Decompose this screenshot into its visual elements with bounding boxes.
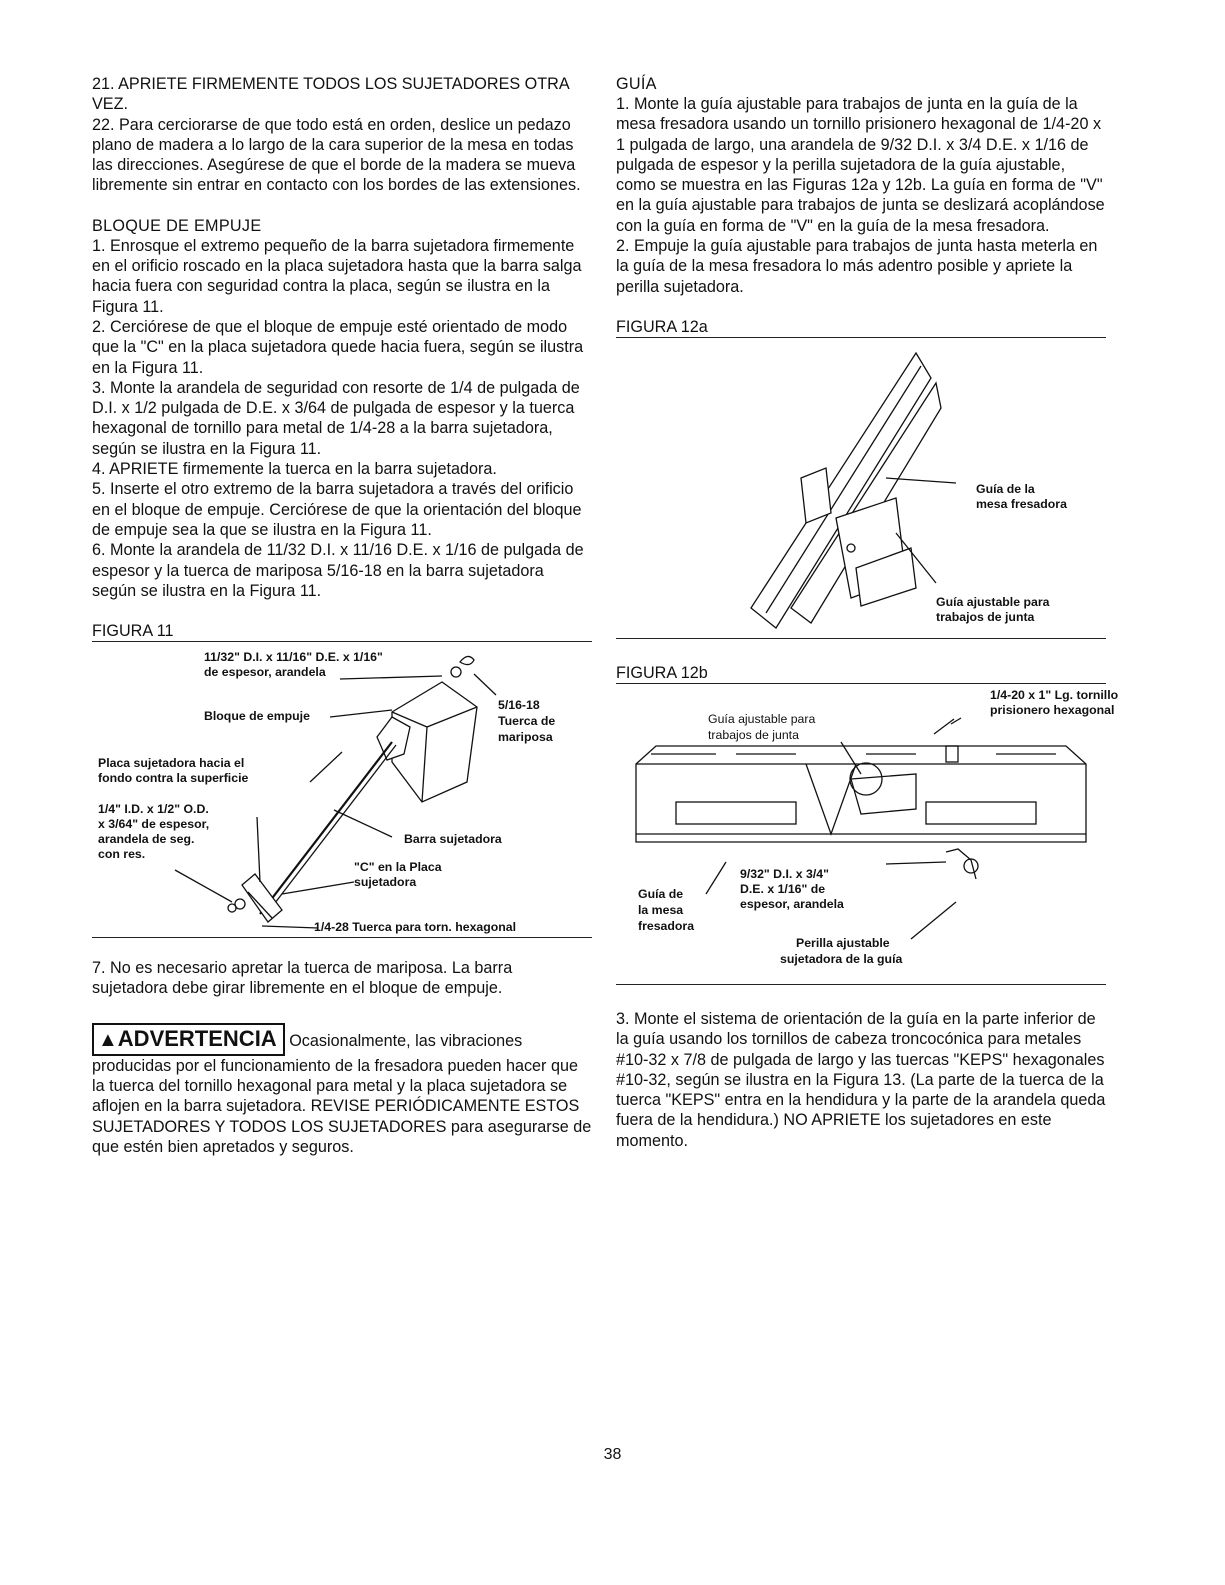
figure-11-drawing [92,642,592,937]
guia-step-3: 3. Monte el sistema de orientación de la guía en la parte inferior de la guía usando los tornillos de cabeza troncocónica para metales #10-32 x 7/8 de pulgada de largo y las tuercas "KEPS" hexagonales #10-32, según se ilustra en la Figura 13. (La parte de la tuerca de la tuerca "KEPS" entra en la hendidura y la parte de la arandela queda fuera de la hendidura.) NO APRIETE los sujetadores en este momento. [616,1009,1106,1150]
fig11-label-lockwasher-c: arandela de seg. [98,832,195,847]
fig11-label-c-a: "C" en la Placa [354,860,442,875]
bloque-step-5: 5. Inserte el otro extremo de la barra sujetadora a través del orificio en el bloque de empuje. Cerciórese de que la orientación del bloque de empuje sea la que se ilustra en la Figura 11. [92,480,582,539]
right-column [616,74,1119,1151]
step-7: 7. No es necesario apretar la tuerca de mariposa. La barra sujetadora debe girar libremente en el bloque de empuje. [92,959,513,998]
fig11-label-washer-a: 11/32" D.I. x 11/16" D.E. x 1/16" [204,650,383,665]
bloque-step-1: 1. Enrosque el extremo pequeño de la barra sujetadora firmemente en el orificio roscado en la placa sujetadora hasta que la barra salga hacia fuera con seguridad contra la placa, según se ilustra en la Figura 11. [92,236,582,316]
fig11-label-lockwasher-b: x 3/64" de espesor, [98,817,210,832]
fig12a-label-router-guide-b: mesa fresadora [976,496,1067,511]
fig11-label-push-block: Bloque de empuje [204,709,310,724]
page-number: 38 [603,1446,622,1463]
fig11-label-wingnut-b: Tuerca de [498,714,556,729]
fig12b-label-washer-a: 9/32" D.I. x 3/4" [740,866,829,881]
figure-12b-title: FIGURA 12b [616,663,708,682]
figure-12b [616,683,1119,985]
guia-step-2: 2. Empuje la guía ajustable para trabajos de junta hasta meterla en la guía de la mesa fresadora lo más adentro posible y apriete la perilla sujetadora. [616,237,1098,296]
fig12b-label-washer-b: D.E. x 1/16" de [740,881,826,896]
section-heading-bloque: BLOQUE DE EMPUJE [92,216,262,235]
step-21: 21. APRIETE FIRMEMENTE TODOS LOS SUJETADORES OTRA VEZ. [92,75,569,114]
fig11-label-washer-b: de espesor, arandela [204,665,326,680]
figure-12a-title: FIGURA 12a [616,317,708,336]
fig11-label-wingnut-a: 5/16-18 [498,698,540,713]
fig11-label-bar: Barra sujetadora [404,832,502,847]
fig12b-label-router-guide-a: Guía de [638,886,684,901]
fig11-label-wingnut-c: mariposa [498,730,553,745]
fig11-label-lockwasher-a: 1/4" I.D. x 1/2" O.D. [98,802,209,817]
figure-12a [616,337,1106,639]
fig12b-label-setscrew-b: prisionero hexagonal [990,702,1115,717]
section-heading-guia: GUÍA [616,75,657,93]
figure-11-title: FIGURA 11 [92,622,174,641]
fig12b-label-router-guide-c: fresadora [638,918,695,933]
bloque-step-3: 3. Monte la arandela de seguridad con resorte de 1/4 de pulgada de D.I. x 1/2 pulgada de D.E. x 3/64 de pulgada de espesor y la tuerca hexagonal de tornillo para metal de 1/4-28 a la barra sujetadora, según se ilustra en la Figura 11. [92,378,580,458]
figure-11 [92,641,592,938]
guia-step-1: 1. Monte la guía ajustable para trabajos de junta en la guía de la mesa fresadora usando un tornillo prisionero hexagonal de 1/4-20 x 1 pulgada de largo, una arandela de 9/32 D.I. x 3/4 D.E. x 1/16 de pulgada de espesor y la perilla sujetadora de la guía ajustable, como se muestra en las Figuras 12a y 12b. La guía en forma de "V" en la guía ajustable para trabajos de junta se deslizará acoplándose con la guía en forma de "V" en la guía de la mesa fresadora. [616,95,1105,235]
warning-first-line: Ocasionalmente, las vibraciones [284,1031,523,1050]
fig11-label-hexnut: 1/4-28 Tuerca para torn. hexagonal [314,920,517,935]
fig11-label-plate-b: fondo contra la superficie [98,771,249,786]
fig12b-label-knob-a: Perilla ajustable [796,935,890,950]
fig12b-label-washer-c: espesor, arandela [740,896,844,911]
fig12b-label-knob-b: sujetadora de la guía [780,951,903,966]
warning-triangle-icon: ▲ [98,1028,118,1051]
fig12b-label-adjustable-a: Guía ajustable para [708,711,816,726]
bloque-step-4: 4. APRIETE firmemente la tuerca en la barra sujetadora. [92,460,497,479]
fig11-label-c-b: sujetadora [354,875,417,890]
fig12b-label-router-guide-b: la mesa [638,902,684,917]
warning-badge: ▲ADVERTENCIA [92,1023,285,1056]
fig12b-label-adjustable-b: trabajos de junta [708,727,799,742]
bloque-step-2: 2. Cerciórese de que el bloque de empuje esté orientado de modo que la "C" en la placa sujetadora quede hacia fuera, según se ilustra en la Figura 11. [92,317,584,377]
fig11-label-lockwasher-d: con res. [98,847,146,862]
step-22: 22. Para cerciorarse de que todo está en orden, deslice un pedazo plano de madera a lo largo de la cara superior de la mesa en todas las direcciones. Asegúrese de que el borde de la madera se mueva libremente sin entrar en contacto con los bordes de las extensiones. [92,115,581,195]
bloque-step-6: 6. Monte la arandela de 11/32 D.I. x 11/16 D.E. x 1/16 de pulgada de espesor y la tuerca de mariposa 5/16-18 en la barra sujetadora según se ilustra en la Figura 11. [92,541,584,600]
warning-paragraph [92,1023,592,1056]
fig11-label-plate-a: Placa sujetadora hacia el [98,756,245,771]
fig12b-label-setscrew-a: 1/4-20 x 1" Lg. tornillo [990,687,1119,702]
left-column [92,74,592,1157]
fig12a-label-router-guide-a: Guía de la [976,481,1035,496]
fig12a-label-adjustable-b: trabajos de junta [936,609,1035,624]
fig12a-label-adjustable-a: Guía ajustable para [936,594,1050,609]
warning-text: producidas por el funcionamiento de la fresadora pueden hacer que la tuerca del tornillo hexagonal para metal y la placa sujetadora se aflojen en la barra sujetadora. REVISE PERIÓDICAMENTE ESTOS SUJETADORES Y TODOS LOS SUJETADORES para asegurarse de que estén bien apretados y seguros. [92,1056,592,1156]
